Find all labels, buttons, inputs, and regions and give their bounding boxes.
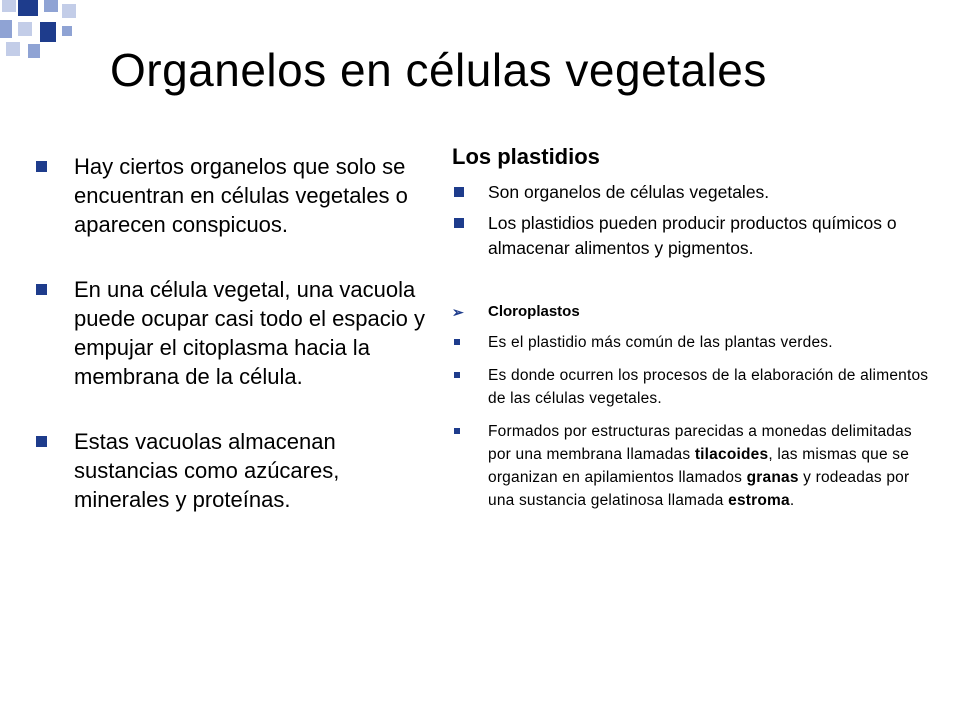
estroma-term: estroma	[728, 492, 790, 509]
right-column	[452, 140, 932, 522]
slide-title: Organelos en células vegetales	[110, 44, 767, 96]
formados-t3: y rodeadas por una sustancia gelatinosa llamada	[488, 469, 910, 509]
right-bullet	[452, 180, 932, 205]
left-bullet	[36, 152, 436, 239]
sub-bullet	[452, 420, 932, 512]
square-bullet-icon	[454, 218, 464, 228]
decor-square	[62, 26, 72, 36]
sub-bullet-text: Es el plastidio más común de las plantas verdes.	[488, 334, 833, 351]
granas-term: granas	[746, 469, 799, 486]
small-square-bullet-icon	[454, 428, 460, 434]
left-bullet	[36, 275, 436, 391]
right-bullet-text: Son organelos de células vegetales.	[488, 182, 770, 202]
square-bullet-icon	[36, 436, 47, 447]
plastidios-heading: Los plastidios	[452, 144, 600, 169]
small-square-bullet-icon	[454, 339, 460, 345]
left-bullet	[36, 427, 436, 514]
decor-square	[18, 22, 32, 36]
left-column	[36, 152, 436, 550]
decor-square	[18, 0, 38, 16]
square-bullet-icon	[36, 161, 47, 172]
formados-t1: Formados por estructuras parecidas a monedas delimitadas por una membrana llamadas	[488, 423, 912, 463]
formados-t2: , las mismas que se organizan en apilamientos llamados	[488, 446, 910, 486]
decor-square	[62, 4, 76, 18]
formados-t4: .	[789, 492, 795, 509]
tilacoides-term: tilacoides	[694, 446, 769, 463]
decor-square	[0, 20, 12, 38]
sub-bullet-text: Es donde ocurren los procesos de la elaboración de alimentos de las células vegetales.	[488, 367, 929, 407]
arrow-bullet-icon: ➢	[452, 304, 464, 320]
cloroplastos-label: Cloroplastos	[488, 303, 580, 320]
cloroplastos-heading	[452, 301, 932, 323]
formados-text	[488, 423, 912, 509]
sub-bullet	[452, 331, 932, 354]
decor-square	[44, 0, 58, 12]
right-bullet-text: Los plastidios pueden producir productos químicos o almacenar alimentos y pigmentos.	[488, 213, 897, 258]
decor-square	[2, 0, 16, 12]
left-bullet-text: En una célula vegetal, una vacuola puede ocupar casi todo el espacio y empujar el citoplasma hacia la membrana de la célula.	[74, 277, 426, 389]
small-square-bullet-icon	[454, 372, 460, 378]
decor-square	[6, 42, 20, 56]
square-bullet-icon	[36, 284, 47, 295]
decor-square	[40, 22, 56, 42]
right-bullet	[452, 211, 932, 261]
left-bullet-text: Estas vacuolas almacenan sustancias como azúcares, minerales y proteínas.	[74, 429, 340, 512]
sub-bullet	[452, 364, 932, 410]
decor-square	[28, 44, 40, 58]
left-bullet-text: Hay ciertos organelos que solo se encuentran en células vegetales o aparecen conspicuos.	[74, 154, 408, 237]
square-bullet-icon	[454, 187, 464, 197]
